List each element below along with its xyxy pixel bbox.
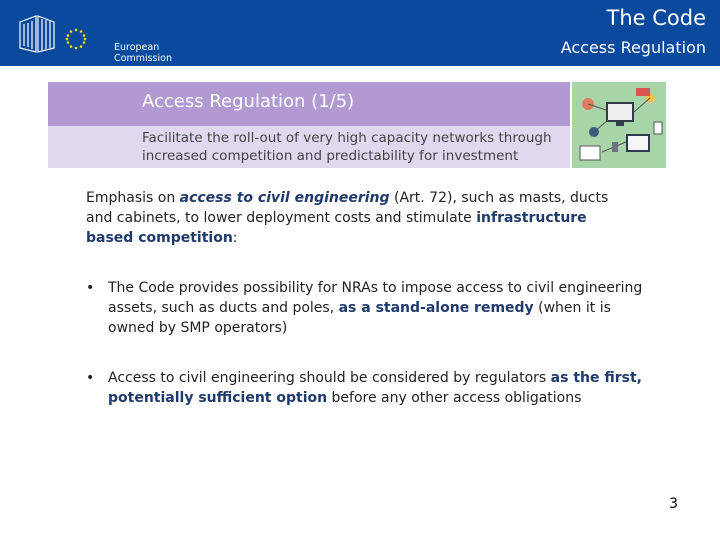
bullet-text-part: Access to civil engineering should be considered by regulators [108, 370, 551, 386]
slide-subtitle: Access Regulation [560, 38, 706, 57]
bullet-text-part: The Code provides possibility for NRAs to impose access to civil engineering assets, such as ducts and poles, [108, 280, 643, 316]
bullet-marker: • [86, 370, 95, 386]
network-devices-icon [572, 82, 666, 168]
bullet-text-part: (when it is owned by SMP operators) [108, 300, 611, 336]
banner-title-band [48, 82, 570, 126]
intro-emphasis-competition: infrastructure based competition [86, 210, 587, 246]
bullet-emphasis: as the first, potentially sufficient option [108, 370, 642, 406]
intro-text-3: : [232, 230, 238, 246]
page-number: 3 [669, 496, 678, 512]
bullet-text [108, 368, 656, 408]
bullet-marker: • [86, 280, 95, 296]
section-banner [48, 82, 570, 168]
intro-emphasis-civil-engineering: access to civil engineering [179, 190, 390, 206]
network-illustration [572, 82, 666, 168]
intro-paragraph [86, 188, 626, 248]
logo-line-commission: Commission [114, 53, 172, 64]
intro-text-1: Emphasis on [86, 190, 180, 206]
commission-building-icon [14, 12, 94, 56]
banner-title: Access Regulation (1/5) [142, 91, 355, 112]
logo-line-european: European [114, 42, 160, 53]
slide-title: The Code [606, 6, 706, 30]
banner-description-band [48, 126, 570, 168]
banner-description: Facilitate the roll-out of very high capacity networks through increased competition and predictability for investment [142, 130, 552, 164]
european-commission-logo[interactable] [14, 12, 174, 64]
logo-text [114, 42, 172, 64]
header-bar [0, 0, 720, 66]
bullet-text-part: before any other access obligations [327, 390, 582, 406]
bullet-text [108, 278, 656, 338]
bullet-emphasis: as a stand-alone remedy [338, 300, 534, 316]
intro-text-2: (Art. 72), such as masts, ducts and cabinets, to lower deployment costs and stimulate [86, 190, 609, 226]
